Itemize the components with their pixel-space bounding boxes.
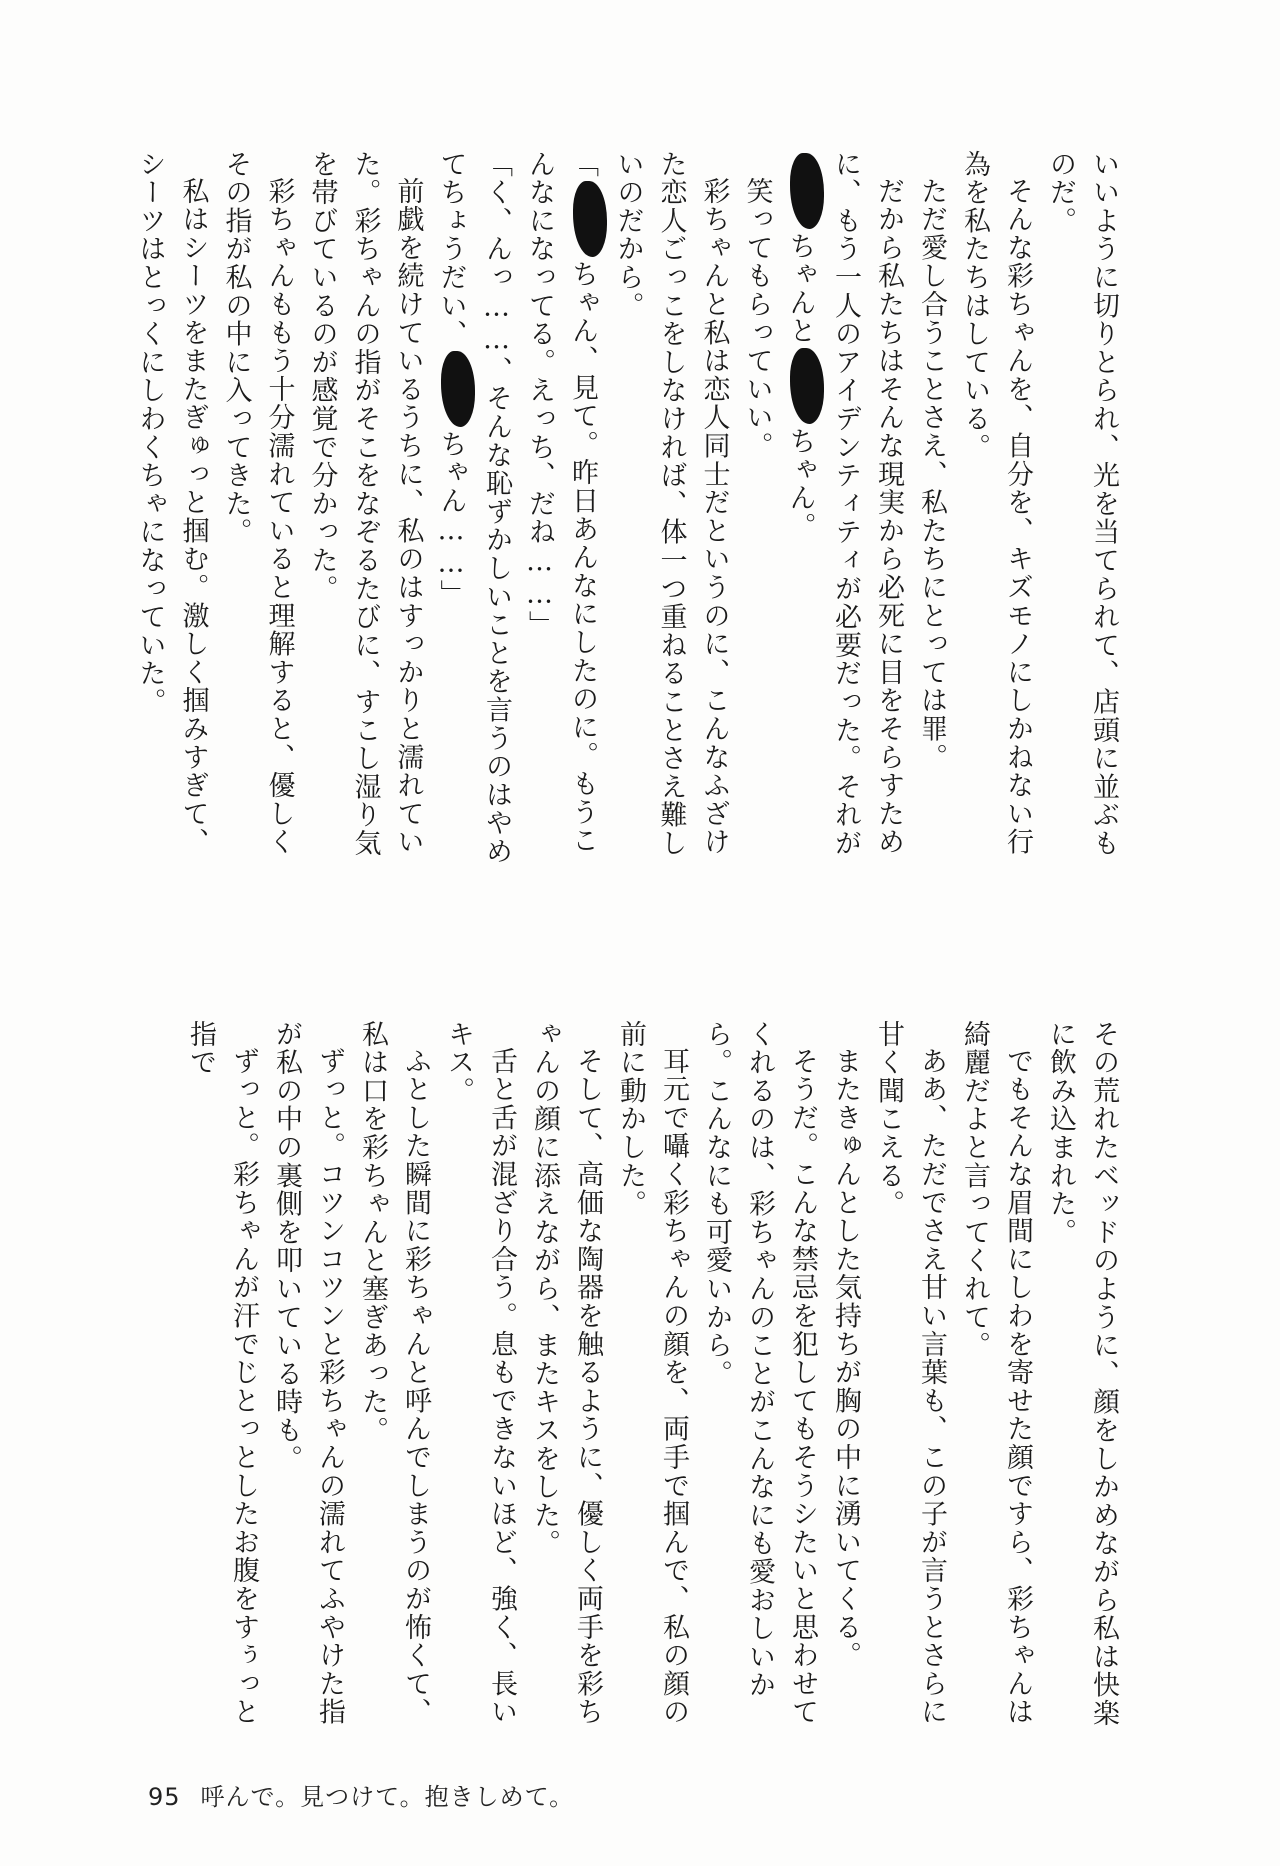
paragraph: ずっと。コツンコツンと彩ちゃんの濡れてふやけた指が私の中の裏側を叩いている時も。 [271, 1020, 345, 1727]
page-footer [148, 1782, 574, 1812]
paragraph [779, 150, 911, 870]
paragraph: 前戯を続けているうちに、私のはすっかりと濡れていた。彩ちゃんの指がそこをなぞるたびに、すこし湿り気を帯びているのが感覚で分かった。 [306, 150, 424, 858]
paragraph-text: 「く、んっ……、そんな恥ずかしいことを言うのはやめてちょうだい、 [435, 150, 512, 866]
paragraph-text: ちゃん……」 [435, 430, 467, 608]
redaction-mark [441, 351, 475, 427]
paragraph: 耳元で囁く彩ちゃんの顔を、両手で掴んで、私の顔の前に動かした。 [615, 1020, 689, 1727]
paragraph-text: ちゃん、見て。昨日あんなにしたのに。もうこんなになってる。えっち、だね……」 [524, 150, 598, 855]
paragraph: またきゅんとした気持ちが胸の中に湧いてくる。 [830, 1047, 861, 1670]
redaction-mark [573, 181, 607, 257]
paragraph: でもそんな眉間にしわを寄せた顔ですら、彩ちゃんは綺麗だよと言ってくれて。 [959, 1020, 1033, 1727]
paragraph: いいように切りとられ、光を当てられて、店頭に並ぶものだ。 [1045, 150, 1119, 858]
text-block-top [134, 150, 1125, 870]
paragraph: ただ愛し合うことさえ、私たちにとっては罪。 [916, 177, 947, 772]
paragraph: 彩ちゃんももう十分濡れていると理解すると、優しくその指が私の中に入ってきた。 [220, 150, 295, 857]
paragraph: ふとした瞬間に彩ちゃんと呼んでしまうのが怖くて、私は口を彩ちゃんと塞ぎあった。 [357, 1020, 431, 1727]
paragraph: ずっと。彩ちゃんが汗でじとっとしたお腹をすぅっと指で [185, 1020, 259, 1727]
book-title: 呼んで。見つけて。抱きしめて。 [200, 1783, 575, 1811]
paragraph: 笑ってもらっていい。 [741, 177, 773, 460]
paragraph: 私はシーツをまたぎゅっと掴む。激しく掴みすぎて、シーツはとっくにしわくちゃになっていた。 [134, 150, 209, 857]
paragraph-text: ちゃん。 [784, 427, 816, 541]
dialogue-line [518, 150, 607, 870]
redaction-mark [790, 153, 824, 229]
paragraph: その荒れたベッドのように、顔をしかめながら私は快楽に飲み込まれた。 [1045, 1020, 1119, 1728]
paragraph: そして、高価な陶器を触るように、優しく両手を彩ちゃんの顔に添えながら、またキスをした。 [529, 1020, 603, 1727]
text-block-bottom [165, 1020, 1125, 1740]
paragraph-text: だから私たちはそんな現実から必死に目をそらすために、もう一人のアイデンティティが必要だった。それが [830, 150, 904, 858]
paragraph: 舌と舌が混ざり合う。息もできないほど、強く、長いキス。 [443, 1020, 517, 1727]
paragraph: ああ、ただでさえ甘い言葉も、この子が言うとさらに甘く聞こえる。 [873, 1020, 947, 1727]
paragraph: そうだ。こんな禁忌を犯してもそうシたいと思わせてくれるのは、彩ちゃんのことがこんなにも愛おしいから。こんなにも可愛いから。 [701, 1020, 818, 1727]
paragraph: そんな彩ちゃんを、自分を、キズモノにしかねない行為を私たちはしている。 [959, 150, 1033, 857]
page-number: 95 [148, 1783, 181, 1811]
dialogue-line [430, 150, 519, 870]
paragraph: 彩ちゃんと私は恋人同士だというのに、こんなふざけた恋人ごっこをしなければ、体一つ重ねることさえ難しいのだから。 [612, 150, 730, 858]
paragraph-text: ちゃんと [784, 232, 816, 346]
redaction-mark [790, 348, 824, 424]
paragraph-text: 「 [567, 150, 598, 179]
